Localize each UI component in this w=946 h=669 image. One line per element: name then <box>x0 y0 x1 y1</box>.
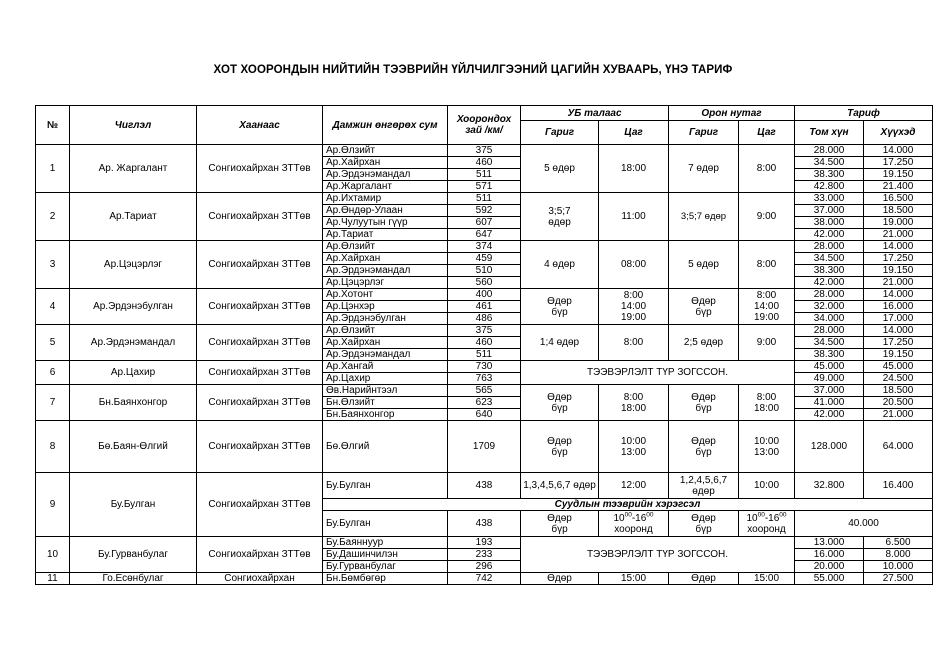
child-price: 14.000 <box>864 289 933 301</box>
header-local-day: Гариг <box>669 121 739 145</box>
distance: 375 <box>448 145 521 157</box>
adult-price: 34.500 <box>795 337 864 349</box>
ub-day: Өдөр бүр <box>521 385 599 421</box>
distance: 623 <box>448 397 521 409</box>
route-origin: Сонгиохайрхан ЗТТөв <box>197 473 323 537</box>
distance: 233 <box>448 549 521 561</box>
local-time: 10:00 13:00 <box>739 421 795 473</box>
local-time-end: -16 <box>764 512 780 524</box>
local-time: 9:00 <box>739 325 795 361</box>
route-name: Ар.Цэцэрлэг <box>70 241 197 289</box>
local-day: 1,2,4,5,6,7 өдөр <box>669 473 739 499</box>
child-price: 64.000 <box>864 421 933 473</box>
table-row <box>36 361 933 373</box>
child-price: 6.500 <box>864 537 933 549</box>
local-day: Өдөр бүр <box>669 289 739 325</box>
adult-price: 37.000 <box>795 385 864 397</box>
child-price: 17.250 <box>864 337 933 349</box>
local-day: 7 өдөр <box>669 145 739 193</box>
ub-day: Өдөр <box>521 573 599 585</box>
route-name: Бу.Гурванбулаг <box>70 537 197 573</box>
distance: 647 <box>448 229 521 241</box>
route-no: 4 <box>36 289 70 325</box>
adult-price: 38.300 <box>795 265 864 277</box>
adult-price: 42.800 <box>795 181 864 193</box>
local-day: 5 өдөр <box>669 241 739 289</box>
via-stop: Бу.Дашинчилэн <box>323 549 448 561</box>
adult-price: 13.000 <box>795 537 864 549</box>
distance: 1709 <box>448 421 521 473</box>
adult-price: 42.000 <box>795 277 864 289</box>
table-row <box>36 537 933 549</box>
local-time: 8:00 14:00 19:00 <box>739 289 795 325</box>
adult-price: 49.000 <box>795 373 864 385</box>
distance: 374 <box>448 241 521 253</box>
child-price: 14.000 <box>864 145 933 157</box>
suspended-notice: ТЭЭВЭРЛЭЛТ ТҮР ЗОГССОН. <box>521 537 795 573</box>
table-row <box>36 193 933 205</box>
header-ub-day: Гариг <box>521 121 599 145</box>
route-name: Ар.Эрдэнэмандал <box>70 325 197 361</box>
route-origin: Сонгиохайрхан ЗТТөв <box>197 361 323 385</box>
route-origin: Сонгиохайрхан ЗТТөв <box>197 241 323 289</box>
local-time-end-minutes: 00 <box>779 511 787 519</box>
ub-time-end-minutes: 00 <box>646 511 654 519</box>
child-price: 18.500 <box>864 385 933 397</box>
table-row <box>36 325 933 337</box>
ub-time: 8:00 18:00 <box>599 385 669 421</box>
via-stop: Ар.Эрдэнэмандал <box>323 169 448 181</box>
adult-price: 16.000 <box>795 549 864 561</box>
via-stop: Ар.Эрдэнэмандал <box>323 349 448 361</box>
via-stop: Ар.Ихтамир <box>323 193 448 205</box>
local-time-between: хооронд <box>747 523 786 535</box>
route-no: 11 <box>36 573 70 585</box>
table-row <box>36 241 933 253</box>
ub-time: 15:00 <box>599 573 669 585</box>
route-no: 8 <box>36 421 70 473</box>
header-ub-side: УБ талаас <box>521 106 669 121</box>
adult-price: 34.500 <box>795 157 864 169</box>
header-child: Хүүхэд <box>864 121 933 145</box>
ub-day: 3;5;7 өдөр <box>521 193 599 241</box>
distance: 511 <box>448 169 521 181</box>
flat-price: 40.000 <box>795 511 933 537</box>
distance: 742 <box>448 573 521 585</box>
route-origin: Сонгиохайрхан ЗТТөв <box>197 145 323 193</box>
table-row <box>36 573 933 585</box>
via-stop: Бө.Өлгий <box>323 421 448 473</box>
distance: 459 <box>448 253 521 265</box>
ub-time: 8:00 <box>599 325 669 361</box>
route-name: Бн.Баянхонгор <box>70 385 197 421</box>
route-origin: Сонгиохайрхан ЗТТөв <box>197 385 323 421</box>
distance: 592 <box>448 205 521 217</box>
adult-price: 34.500 <box>795 253 864 265</box>
header-tariff: Тариф <box>795 106 933 121</box>
via-stop: Ар.Цэнхэр <box>323 301 448 313</box>
local-time-start: 10 <box>746 512 758 524</box>
ub-time-end: -16 <box>631 512 647 524</box>
child-price: 17.250 <box>864 157 933 169</box>
distance: 375 <box>448 325 521 337</box>
adult-price: 28.000 <box>795 145 864 157</box>
header-no: № <box>36 106 70 145</box>
distance: 460 <box>448 337 521 349</box>
adult-price: 28.000 <box>795 325 864 337</box>
table-row <box>36 421 933 473</box>
distance: 511 <box>448 349 521 361</box>
route-origin: Сонгиохайрхан ЗТТөв <box>197 289 323 325</box>
route-origin: Сонгиохайрхан ЗТТөв <box>197 325 323 361</box>
child-price: 45.000 <box>864 361 933 373</box>
via-stop: Ар.Хайрхан <box>323 337 448 349</box>
table-row <box>36 289 933 301</box>
local-time: 8:00 <box>739 241 795 289</box>
ub-time: 8:00 14:00 19:00 <box>599 289 669 325</box>
header-adult: Том хүн <box>795 121 864 145</box>
distance: 460 <box>448 157 521 169</box>
via-stop: Ар.Эрдэнэмандал <box>323 265 448 277</box>
adult-price: 38.300 <box>795 169 864 181</box>
adult-price: 33.000 <box>795 193 864 205</box>
local-day: Өдөр бүр <box>669 421 739 473</box>
ub-time: 18:00 <box>599 145 669 193</box>
adult-price: 38.300 <box>795 349 864 361</box>
ub-day: 1;4 өдөр <box>521 325 599 361</box>
local-day: Өдөр бүр <box>669 511 739 537</box>
distance: 193 <box>448 537 521 549</box>
adult-price: 37.000 <box>795 205 864 217</box>
route-no: 3 <box>36 241 70 289</box>
local-time: 8:00 18:00 <box>739 385 795 421</box>
header-route: Чиглэл <box>70 106 197 145</box>
child-price: 14.000 <box>864 325 933 337</box>
local-time: 8:00 <box>739 145 795 193</box>
header-distance: Хоорондох зай /км/ <box>448 106 521 145</box>
child-price: 17.250 <box>864 253 933 265</box>
distance: 560 <box>448 277 521 289</box>
adult-price: 32.800 <box>795 473 864 499</box>
adult-price: 32.000 <box>795 301 864 313</box>
distance: 763 <box>448 373 521 385</box>
route-origin: Сонгиохайрхан <box>197 573 323 585</box>
ub-day: 4 өдөр <box>521 241 599 289</box>
distance: 607 <box>448 217 521 229</box>
local-time: 9:00 <box>739 193 795 241</box>
table-row <box>36 385 933 397</box>
adult-price: 45.000 <box>795 361 864 373</box>
child-price: 19.150 <box>864 169 933 181</box>
via-stop: Бу.Баяннуур <box>323 537 448 549</box>
ub-day: Өдөр бүр <box>521 511 599 537</box>
distance: 730 <box>448 361 521 373</box>
adult-price: 128.000 <box>795 421 864 473</box>
adult-price: 42.000 <box>795 229 864 241</box>
child-price: 14.000 <box>864 241 933 253</box>
via-stop: Бу.Гурванбулаг <box>323 561 448 573</box>
route-name: Бө.Баян-Өлгий <box>70 421 197 473</box>
distance: 438 <box>448 473 521 499</box>
via-stop: Ар.Жаргалант <box>323 181 448 193</box>
header-local-side: Орон нутаг <box>669 106 795 121</box>
header-via: Дамжин өнгөрөх сум <box>323 106 448 145</box>
distance: 296 <box>448 561 521 573</box>
local-time: 10:00 <box>739 473 795 499</box>
route-name: Ар.Эрдэнэбулган <box>70 289 197 325</box>
via-stop: Ар.Өлзийт <box>323 241 448 253</box>
local-day: Өдөр <box>669 573 739 585</box>
distance: 400 <box>448 289 521 301</box>
via-stop: Ар.Цахир <box>323 373 448 385</box>
distance: 438 <box>448 511 521 537</box>
local-day: 3;5;7 өдөр <box>669 193 739 241</box>
child-price: 10.000 <box>864 561 933 573</box>
route-origin: Сонгиохайрхан ЗТТөв <box>197 421 323 473</box>
via-stop: Ар.Чулуутын гүүр <box>323 217 448 229</box>
adult-price: 42.000 <box>795 409 864 421</box>
route-no: 1 <box>36 145 70 193</box>
child-price: 17.000 <box>864 313 933 325</box>
local-time-start-minutes: 00 <box>757 511 765 519</box>
distance: 510 <box>448 265 521 277</box>
via-stop: Ар.Өлзийт <box>323 145 448 157</box>
child-price: 18.500 <box>864 205 933 217</box>
via-stop: Бу.Булган <box>323 473 448 499</box>
adult-price: 41.000 <box>795 397 864 409</box>
via-stop: Бн.Өлзийт <box>323 397 448 409</box>
ub-time-between: хооронд <box>614 523 653 535</box>
local-day: Өдөр бүр <box>669 385 739 421</box>
route-name: Бу.Булган <box>70 473 197 537</box>
via-stop: Ар.Хайрхан <box>323 253 448 265</box>
ub-time: 12:00 <box>599 473 669 499</box>
route-name: Го.Есөнбулаг <box>70 573 197 585</box>
child-price: 20.500 <box>864 397 933 409</box>
via-stop: Ар.Өндөр-Улаан <box>323 205 448 217</box>
via-stop: Бу.Булган <box>323 511 448 537</box>
ub-day: Өдөр бүр <box>521 289 599 325</box>
route-no: 10 <box>36 537 70 573</box>
header-from: Хаанаас <box>197 106 323 145</box>
adult-price: 34.000 <box>795 313 864 325</box>
route-no: 2 <box>36 193 70 241</box>
ub-time: 10:00 13:00 <box>599 421 669 473</box>
child-price: 27.500 <box>864 573 933 585</box>
via-stop: Ар.Хайрхан <box>323 157 448 169</box>
route-origin: Сонгиохайрхан ЗТТөв <box>197 193 323 241</box>
ub-day: 5 өдөр <box>521 145 599 193</box>
child-price: 21.400 <box>864 181 933 193</box>
via-stop: Ар.Хотонт <box>323 289 448 301</box>
suspended-notice: ТЭЭВЭРЛЭЛТ ТҮР ЗОГССОН. <box>521 361 795 385</box>
route-no: 9 <box>36 473 70 537</box>
local-time: 15:00 <box>739 573 795 585</box>
via-stop: Ар.Цэцэрлэг <box>323 277 448 289</box>
child-price: 19.000 <box>864 217 933 229</box>
via-stop: Ар.Тариат <box>323 229 448 241</box>
ub-time: 08:00 <box>599 241 669 289</box>
ub-time-start-minutes: 00 <box>624 511 632 519</box>
child-price: 21.000 <box>864 409 933 421</box>
distance: 640 <box>448 409 521 421</box>
ub-time-start: 10 <box>613 512 625 524</box>
ub-time: 11:00 <box>599 193 669 241</box>
header-ub-time: Цаг <box>599 121 669 145</box>
adult-price: 28.000 <box>795 289 864 301</box>
via-stop: Ар.Эрдэнэбулган <box>323 313 448 325</box>
table-row <box>36 473 933 499</box>
schedule-table <box>35 105 933 585</box>
via-stop: Өв.Нарийнтээл <box>323 385 448 397</box>
adult-price: 28.000 <box>795 241 864 253</box>
child-price: 8.000 <box>864 549 933 561</box>
route-no: 5 <box>36 325 70 361</box>
ub-time <box>599 511 669 537</box>
distance: 461 <box>448 301 521 313</box>
local-day: 2;5 өдөр <box>669 325 739 361</box>
child-price: 16.400 <box>864 473 933 499</box>
distance: 571 <box>448 181 521 193</box>
route-no: 6 <box>36 361 70 385</box>
via-stop: Ар.Өлзийт <box>323 325 448 337</box>
local-time <box>739 511 795 537</box>
route-name: Ар.Цахир <box>70 361 197 385</box>
child-price: 16.500 <box>864 193 933 205</box>
via-stop: Бн.Баянхонгор <box>323 409 448 421</box>
child-price: 24.500 <box>864 373 933 385</box>
child-price: 21.000 <box>864 229 933 241</box>
route-no: 7 <box>36 385 70 421</box>
adult-price: 38.000 <box>795 217 864 229</box>
child-price: 16.000 <box>864 301 933 313</box>
header-local-time: Цаг <box>739 121 795 145</box>
distance: 511 <box>448 193 521 205</box>
route-name: Ар. Жаргалант <box>70 145 197 193</box>
adult-price: 20.000 <box>795 561 864 573</box>
via-stop: Ар.Хангай <box>323 361 448 373</box>
child-price: 21.000 <box>864 277 933 289</box>
ub-day: 1,3,4,5,6,7 өдөр <box>521 473 599 499</box>
ub-day: Өдөр бүр <box>521 421 599 473</box>
distance: 565 <box>448 385 521 397</box>
route-name: Ар.Тариат <box>70 193 197 241</box>
adult-price: 55.000 <box>795 573 864 585</box>
child-price: 19.150 <box>864 265 933 277</box>
via-stop: Бн.Бөмбөгөр <box>323 573 448 585</box>
page-title: ХОТ ХООРОНДЫН НИЙТИЙН ТЭЭВРИЙН ҮЙЛЧИЛГЭЭНИЙ ЦАГИЙН ХУВААРЬ, ҮНЭ ТАРИФ <box>213 64 733 76</box>
table-row <box>36 145 933 157</box>
route-origin: Сонгиохайрхан ЗТТөв <box>197 537 323 573</box>
distance: 486 <box>448 313 521 325</box>
child-price: 19.150 <box>864 349 933 361</box>
vehicle-type-subheader: Суудлын тээврийн хэрэгсэл <box>323 499 933 511</box>
